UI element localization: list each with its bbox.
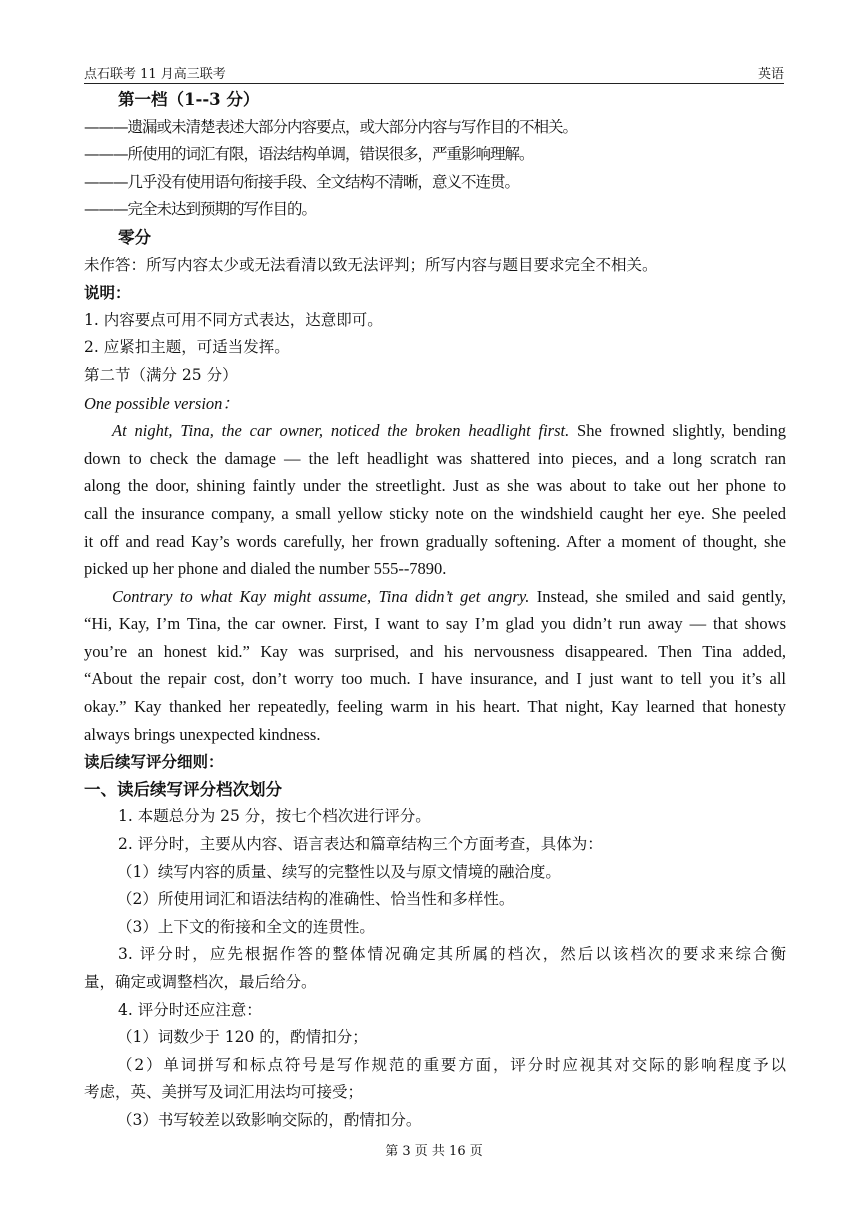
- tier1-title: 第一档（1--3 分）: [118, 90, 260, 109]
- zero-title: 零分: [118, 227, 151, 247]
- page-header: [84, 63, 784, 84]
- rules-item: 考虑，英、美拼写及词汇用法均可接受；: [84, 1083, 364, 1102]
- essay-line-text: along the door, shining faintly under the streetlight. Just as she was about to take out her phone to: [84, 476, 786, 496]
- tier1-item: ———完全未达到预期的写作目的。: [84, 200, 317, 219]
- essay-line-italic-lead: At night, Tina, the car owner, noticed the broken headlight first.: [112, 421, 570, 441]
- rules-item: （2）单词拼写和标点符号是写作规范的重要方面，评分时应视其对交际的影响程度予以: [117, 1055, 786, 1074]
- essay-line: [84, 693, 786, 721]
- rules-item: （3）书写较差以致影响交际的，酌情扣分。: [117, 1110, 422, 1129]
- essay-line: [84, 500, 786, 528]
- notes-title: 说明：: [84, 283, 131, 303]
- header-exam-name: 点石联考 11 月高三联考: [84, 67, 226, 82]
- essay-line: [84, 555, 786, 583]
- essay-line: [84, 665, 786, 693]
- essay-line: [84, 417, 786, 445]
- essay-line-text: down to check the damage — the left headlight was shattered into pieces, and a long scratch ran: [84, 448, 786, 468]
- rules-list: [84, 803, 786, 1134]
- essay-paragraph-2: [84, 583, 786, 749]
- essay-line-text: “Hi, Kay, I’m Tina, the car owner. First, I want to say I’m glad you didn’t run away — that shows: [84, 614, 786, 634]
- page-footer: 第 3 页 共 16 页: [385, 1144, 483, 1159]
- notes-item: 2. 应紧扣主题，可适当发挥。: [84, 338, 290, 357]
- rules-item: （1）词数少于 120 的，酌情扣分；: [117, 1028, 368, 1047]
- essay-line-text: it off and read Kay’s words carefully, her frown gradually softening. After a moment of thought, she: [84, 531, 786, 551]
- header-subject: 英语: [757, 67, 784, 82]
- rules-subtitle: 一、读后续写评分档次划分: [84, 779, 282, 799]
- essay-line: [84, 528, 786, 556]
- section2-title: 第二节（满分 25 分）: [84, 365, 238, 384]
- essay-line-italic-lead: Contrary to what Kay might assume, Tina didn’t get angry.: [112, 586, 530, 606]
- essay-line-text: call the insurance company, a small yellow sticky note on the windshield caught her eye. She peeled: [84, 503, 786, 523]
- essay-paragraph-1: [84, 417, 786, 583]
- essay-line-text: okay.” Kay thanked her repeatedly, feeling warm in his heart. That night, Kay learned that honesty: [84, 697, 786, 717]
- tier1-item: ———所使用的词汇有限，语法结构单调，错误很多，严重影响理解。: [84, 145, 534, 164]
- tier1-item: ———遗漏或未清楚表述大部分内容要点，或大部分内容与写作目的不相关。: [84, 117, 578, 136]
- rules-item: 4. 评分时还应注意：: [118, 1000, 262, 1019]
- rules-item: （2）所使用词汇和语法结构的准确性、恰当性和多样性。: [117, 890, 515, 909]
- rules-item: （1）续写内容的质量、续写的完整性以及与原文情境的融洽度。: [117, 862, 561, 881]
- rules-item: （3）上下文的衔接和全文的连贯性。: [117, 917, 375, 936]
- essay-line-text: picked up her phone and dialed the number 555--7890.: [84, 559, 447, 579]
- rules-title: 读后续写评分细则：: [84, 752, 224, 772]
- essay-line-text: always brings unexpected kindness.: [84, 724, 321, 744]
- essay-line-text: you’re an honest kid.” Kay was surprised, and his nervousness disappeared. Then Tina added,: [84, 641, 786, 661]
- essay-line-text: She frowned slightly, bending: [569, 421, 786, 441]
- notes-item: 1. 内容要点可用不同方式表达，达意即可。: [84, 310, 383, 329]
- essay-line-text: Instead, she smiled and said gently,: [529, 586, 786, 606]
- essay-line: [84, 610, 786, 638]
- essay-line: [84, 472, 786, 500]
- page-content: [84, 86, 786, 1135]
- essay-line: [84, 721, 786, 749]
- essay-line: [84, 638, 786, 666]
- rules-item: 3. 评分时，应先根据作答的整体情况确定其所属的档次，然后以该档次的要求来综合衡: [118, 945, 786, 964]
- zero-text: 未作答：所写内容太少或无法看清以致无法评判；所写内容与题目要求完全不相关。: [84, 255, 658, 274]
- tier1-item: ———几乎没有使用语句衔接手段、全文结构不清晰，意义不连贯。: [84, 172, 520, 191]
- version-label: One possible version：: [84, 393, 239, 413]
- rules-item: 2. 评分时，主要从内容、语言表达和篇章结构三个方面考查，具体为：: [118, 835, 603, 854]
- essay-line: [84, 445, 786, 473]
- rules-item: 量，确定或调整档次，最后给分。: [84, 973, 317, 991]
- essay-line-text: “About the repair cost, don’t worry too much. I have insurance, and I just want to tell you it’s all: [84, 669, 786, 689]
- essay-line: [84, 583, 786, 611]
- rules-item: 1. 本题总分为 25 分，按七个档次进行评分。: [118, 807, 431, 826]
